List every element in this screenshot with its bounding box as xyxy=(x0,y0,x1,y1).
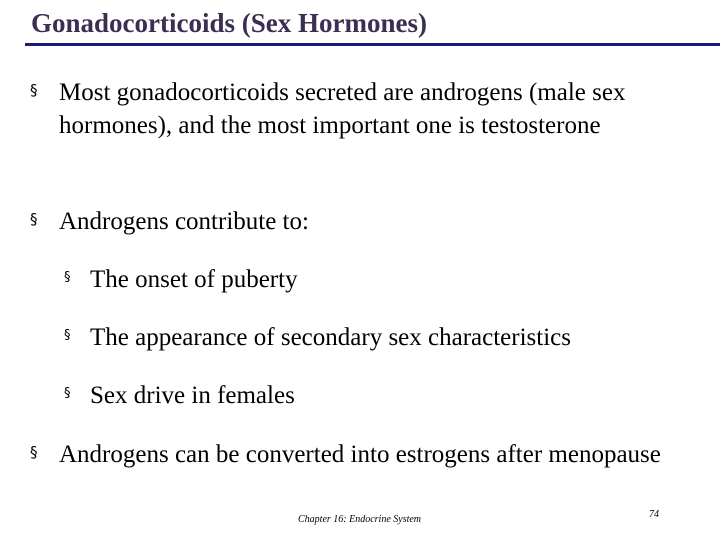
footer-page-number: 74 xyxy=(649,509,659,520)
bullet-marker-icon: § xyxy=(30,443,38,461)
bullet-item xyxy=(30,205,700,238)
bullet-marker-icon: § xyxy=(64,328,71,343)
bullet-item xyxy=(30,76,700,142)
bullet-text: Androgens contribute to: xyxy=(59,208,309,235)
bullet-marker-icon: § xyxy=(30,210,38,228)
bullet-text: Most gonadocorticoids secreted are androgens (male sex hormones), and the most important one is testosterone xyxy=(59,79,626,139)
bullet-marker-icon: § xyxy=(64,270,71,285)
title-underline xyxy=(25,43,720,46)
bullet-item xyxy=(30,438,700,471)
sub-bullet-text: Sex drive in females xyxy=(90,382,295,409)
footer-chapter-label: Chapter 16: Endocrine System xyxy=(298,514,422,525)
bullet-text: Androgens can be converted into estrogens after menopause xyxy=(59,441,661,468)
sub-bullet-item xyxy=(64,263,700,296)
sub-bullet-item xyxy=(64,321,700,354)
bullet-marker-icon: § xyxy=(64,386,71,401)
sub-bullet-item xyxy=(64,379,700,412)
slide-title: Gonadocorticoids (Sex Hormones) xyxy=(31,8,427,38)
bullet-marker-icon: § xyxy=(30,81,38,99)
sub-bullet-text: The onset of puberty xyxy=(90,266,298,293)
sub-bullet-text: The appearance of secondary sex characteristics xyxy=(90,324,571,351)
